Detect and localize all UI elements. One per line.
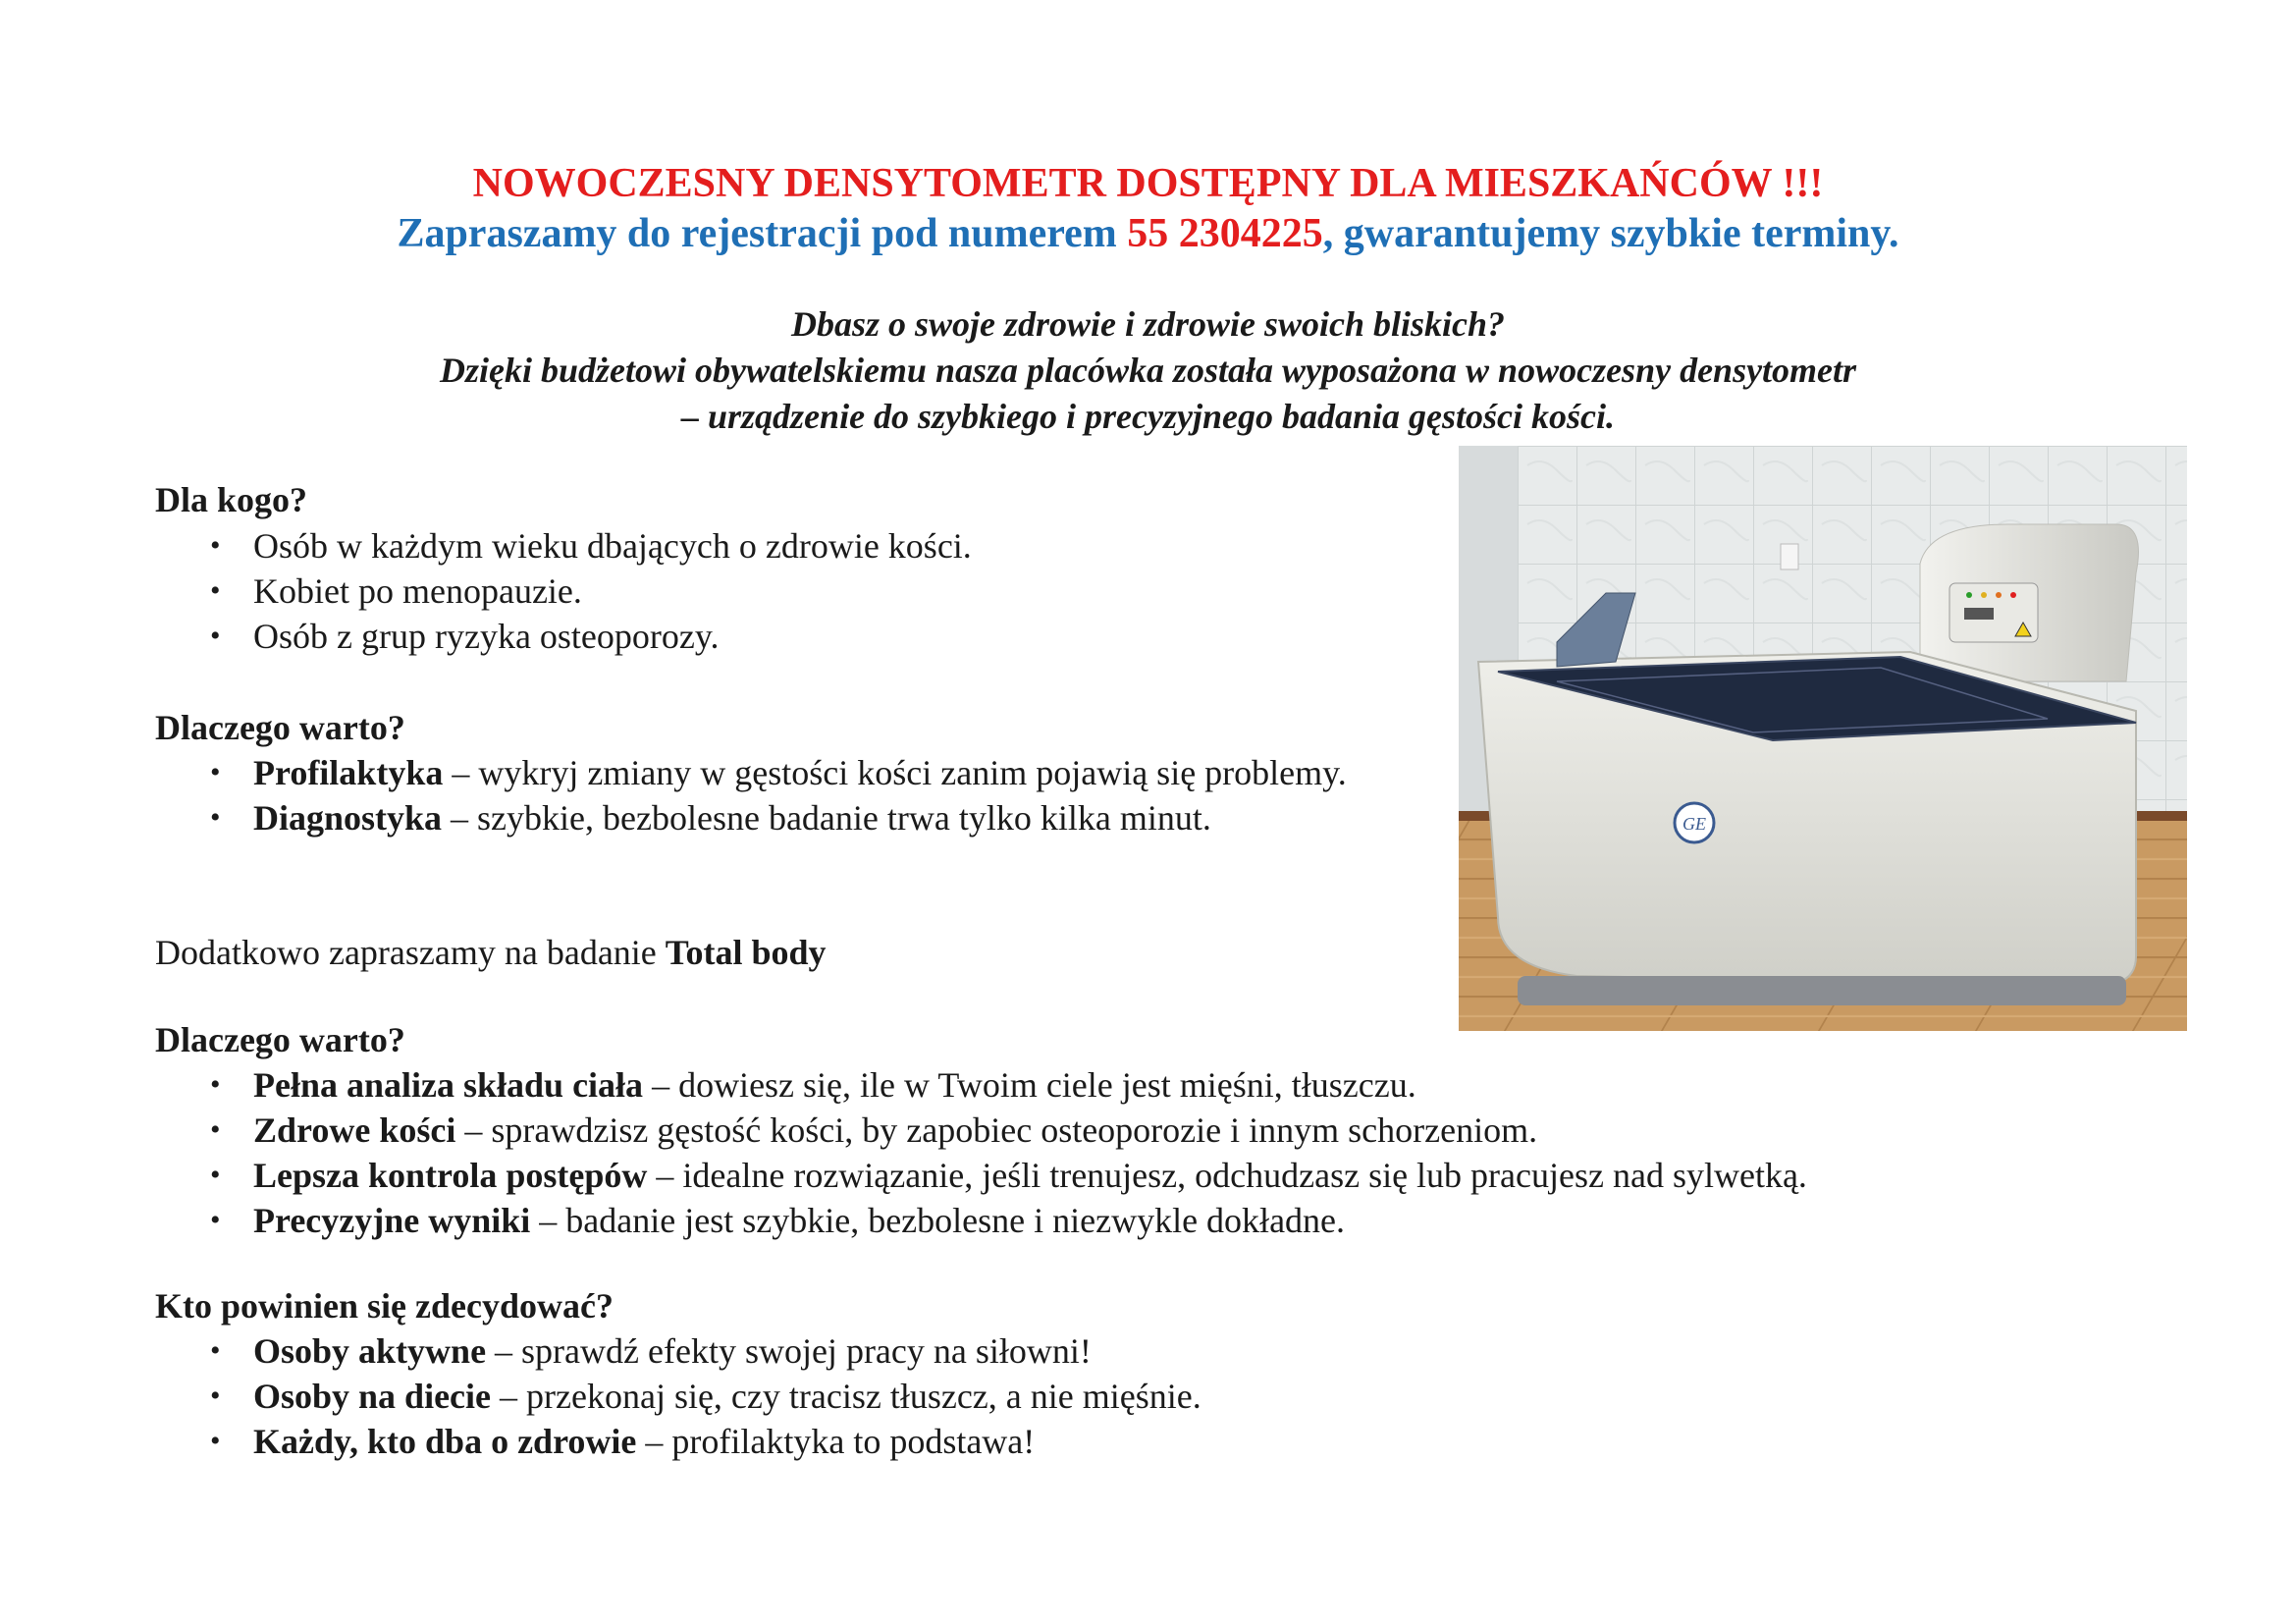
list-item: • Lepsza kontrola postępów – idealne rozwiązanie, jeśli trenujesz, odchudzasz się lub pracujesz nad sylwetką. (210, 1156, 1807, 1195)
intro-line: Dbasz o swoje zdrowie i zdrowie swoich bliskich? (790, 304, 1506, 344)
list-item: • Osób z grup ryzyka osteoporozy. (210, 617, 720, 656)
section-heading-why: Dlaczego warto? (155, 708, 405, 747)
table-base (1518, 976, 2126, 1005)
intro-line: Dzięki budżetowi obywatelskiemu nasza placówka została wyposażona w nowoczesny densytometr (439, 351, 1857, 390)
section-heading-for-whom: Dla kogo? (155, 480, 308, 519)
list-item: • Kobiet po menopauzie. (210, 571, 582, 611)
list-item: • Zdrowe kości – sprawdzisz gęstość kości, by zapobiec osteoporozie i innym schorzeniom. (210, 1110, 1538, 1150)
registration-text-end: , gwarantujemy szybkie terminy. (1322, 211, 1899, 256)
section-heading-why-total-body: Dlaczego warto? (155, 1020, 405, 1059)
section-heading-who: Kto powinien się zdecydować? (155, 1286, 614, 1326)
intro-line: – urządzenie do szybkiego i precyzyjnego badania gęstości kości. (681, 397, 1615, 436)
list-item: • Profilaktyka – wykryj zmiany w gęstości kości zanim pojawią się problemy. (210, 753, 1347, 792)
list-item: • Precyzyjne wyniki – badanie jest szybkie, bezbolesne i niezwykle dokładne. (210, 1201, 1346, 1240)
who-list (155, 1328, 1201, 1464)
page-title: NOWOCZESNY DENSYTOMETR DOSTĘPNY DLA MIESZKAŃCÓW !!! (472, 161, 1824, 206)
densitometer-illustration (1459, 446, 2187, 1031)
registration-text: Zapraszamy do rejestracji pod numerem (397, 211, 1128, 256)
why-list (155, 750, 1347, 840)
wall-outlet-icon (1781, 544, 1798, 569)
total-body-invite: Dodatkowo zapraszamy na badanie Total body (155, 933, 827, 972)
list-item: • Osób w każdym wieku dbających o zdrowie kości. (210, 526, 972, 566)
list-item: • Diagnostyka – szybkie, bezbolesne badanie trwa tylko kilka minut. (210, 798, 1211, 838)
list-item: • Osoby aktywne – sprawdź efekty swojej pracy na siłowni! (210, 1331, 1092, 1371)
list-item: • Każdy, kto dba o zdrowie – profilaktyka to podstawa! (210, 1422, 1036, 1461)
phone-number: 55 2304225 (1127, 211, 1323, 256)
for-whom-list (155, 523, 972, 659)
registration-line (0, 209, 2296, 258)
densitometer-photo (1459, 446, 2187, 1031)
why-total-body-list (155, 1062, 1807, 1243)
ge-logo-text: GE (1682, 814, 1706, 834)
list-item: • Osoby na diecie – przekonaj się, czy tracisz tłuszcz, a nie mięśnie. (210, 1377, 1201, 1416)
list-item: • Pełna analiza składu ciała – dowiesz się, ile w Twoim ciele jest mięśni, tłuszczu. (210, 1065, 1416, 1105)
